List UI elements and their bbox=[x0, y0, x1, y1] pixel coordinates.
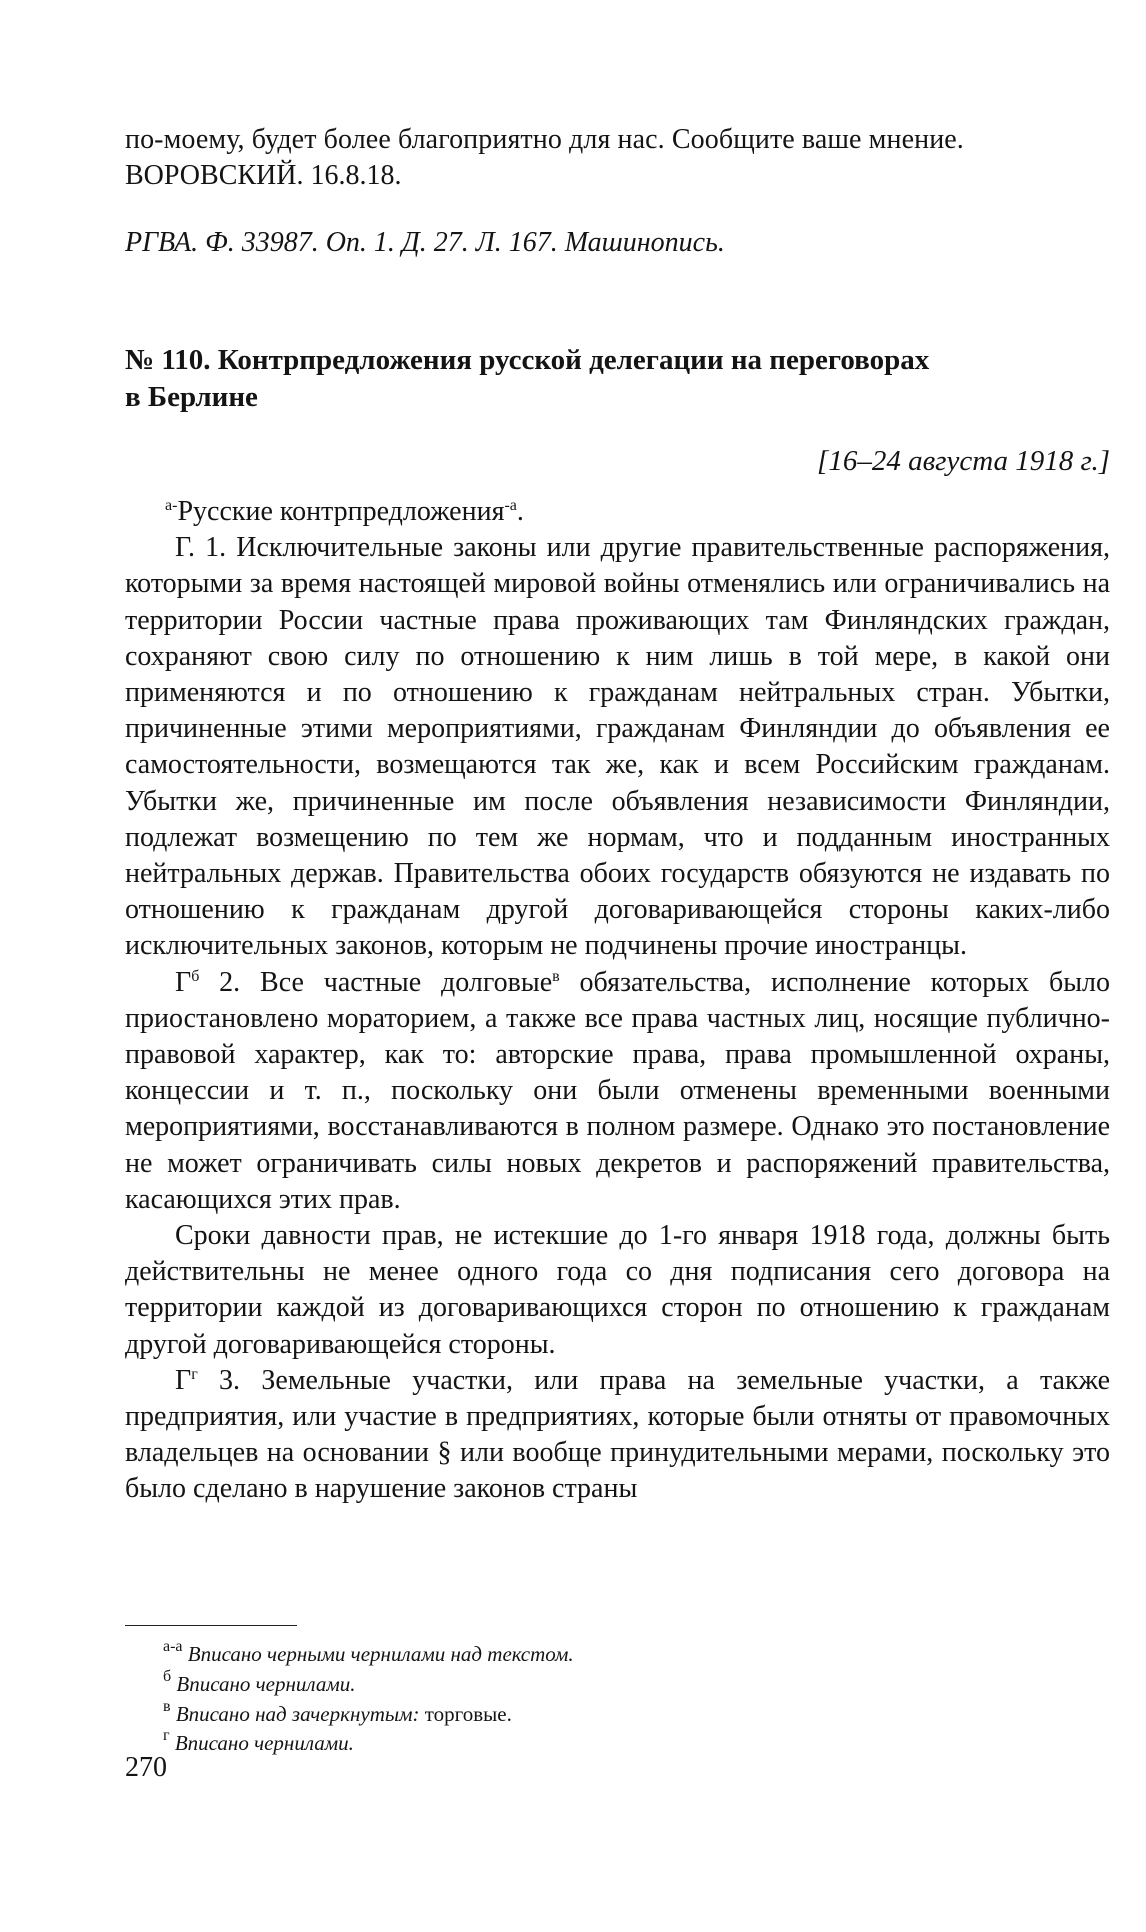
footnote-b-text: Вписано чернилами. bbox=[176, 1672, 356, 1696]
p2-label: Г bbox=[175, 966, 192, 998]
title-line-1: № 110. Контрпредложения русской делегации на переговорах bbox=[125, 344, 930, 376]
footnote-mark-v: в bbox=[552, 967, 560, 985]
footnote-v bbox=[163, 1698, 512, 1727]
signature-line: ВОРОВСКИЙ. 16.8.18. bbox=[125, 160, 402, 192]
footnote-g-mark: г bbox=[163, 1727, 170, 1744]
page-number: 270 bbox=[125, 1752, 167, 1783]
footnote-b bbox=[163, 1668, 356, 1697]
continuation-text bbox=[125, 122, 1110, 194]
p4-text: 3. Земельные участки, или права на земельные участки, а также предприятия, или участие в предприятиях, которые были отняты от правомочных владельцев на основании § или вообще принудительными мерами, поскольку это было сделано в нарушение законов страны bbox=[125, 1364, 1110, 1505]
heading-text: Русские контрпредложения bbox=[177, 496, 505, 527]
footnote-a-text: Вписано черными чернилами над текстом. bbox=[187, 1642, 574, 1666]
footnote-mark-b: б bbox=[191, 967, 200, 985]
footnote-mark-g: г bbox=[191, 1365, 198, 1383]
document-body bbox=[125, 494, 1110, 1508]
p2-text-b: обязательства, исполнение которых было приостановлено мораторием, а также все права частных лиц, носящие публично-правовой характер, как то: авторские права, права промышленной охраны, концессии и т. п., поскольку они были отменены временными военными мероприятиями, восстанавливаются в полном размере. Однако это постановление не может ограничивать силы новых декретов и распоряжений правительства, касающихся этих прав. bbox=[125, 966, 1111, 1215]
footnote-v-mark: в bbox=[163, 1698, 171, 1715]
footnote-mark-a-close: -а bbox=[504, 497, 517, 514]
p2-text-a: 2. Все частные долговые bbox=[199, 966, 553, 998]
footnote-b-mark: б bbox=[163, 1668, 172, 1685]
footnote-g-text: Вписано чернилами. bbox=[174, 1731, 354, 1755]
footnote-g bbox=[163, 1727, 354, 1756]
footnote-a bbox=[163, 1638, 574, 1667]
heading-period: . bbox=[516, 496, 524, 527]
document-title bbox=[125, 342, 1110, 416]
paragraph-1: Г. 1. Исключительные законы или другие правительственные распоряжения, которыми за время настоящей мировой войны отменялись или ограничивались на территории России частные права проживающих там Финляндских граждан, сохраняют свою силу по отношению к ним лишь в той мере, в какой они применяются и по отношению к гражданам нейтральных стран. Убытки, причиненные этими мероприятиями, гражданам Финляндии до объявления ее самостоятельности, возмещаются так же, как и всем Российским гражданам. Убытки же, причиненные им после объявления независимости Финляндии, подлежат возмещению по тем же нормам, что и подданным иностранных нейтральных держав. Правительства обоих государств обязуются не издавать по отношению к гражданам другой договаривающейся стороны каких-либо исключительных законов, которым не подчинены прочие иностранцы. bbox=[125, 532, 1110, 962]
citation-text: РГВА. Ф. 33987. Оп. 1. Д. 27. Л. 167. Машинопись. bbox=[125, 227, 725, 258]
archive-citation bbox=[125, 227, 1110, 259]
continuation-line: по-моему, будет более благоприятно для нас. Сообщите ваше мнение. bbox=[125, 124, 964, 155]
p4-label: Г bbox=[175, 1364, 192, 1396]
footnote-mark-a-open: а- bbox=[165, 497, 178, 514]
paragraph-4 bbox=[125, 1363, 1110, 1508]
title-line-2: в Берлине bbox=[125, 381, 258, 413]
footnote-divider bbox=[125, 1625, 297, 1626]
footnote-a-mark: а-а bbox=[163, 1638, 183, 1655]
footnote-v-tail: торговые. bbox=[419, 1702, 512, 1726]
body-heading bbox=[125, 494, 1110, 530]
footnote-v-text: Вписано над зачеркнутым: bbox=[175, 1702, 420, 1726]
document-date: [16–24 августа 1918 г.] bbox=[817, 445, 1110, 477]
paragraph-2 bbox=[125, 965, 1110, 1218]
paragraph-3: Сроки давности прав, не истекшие до 1-го января 1918 года, должны быть действительны не менее одного года со дня подписания сего договора на территории каждой из договаривающихся сторон по отношению к гражданам другой договаривающейся стороны. bbox=[125, 1220, 1110, 1360]
